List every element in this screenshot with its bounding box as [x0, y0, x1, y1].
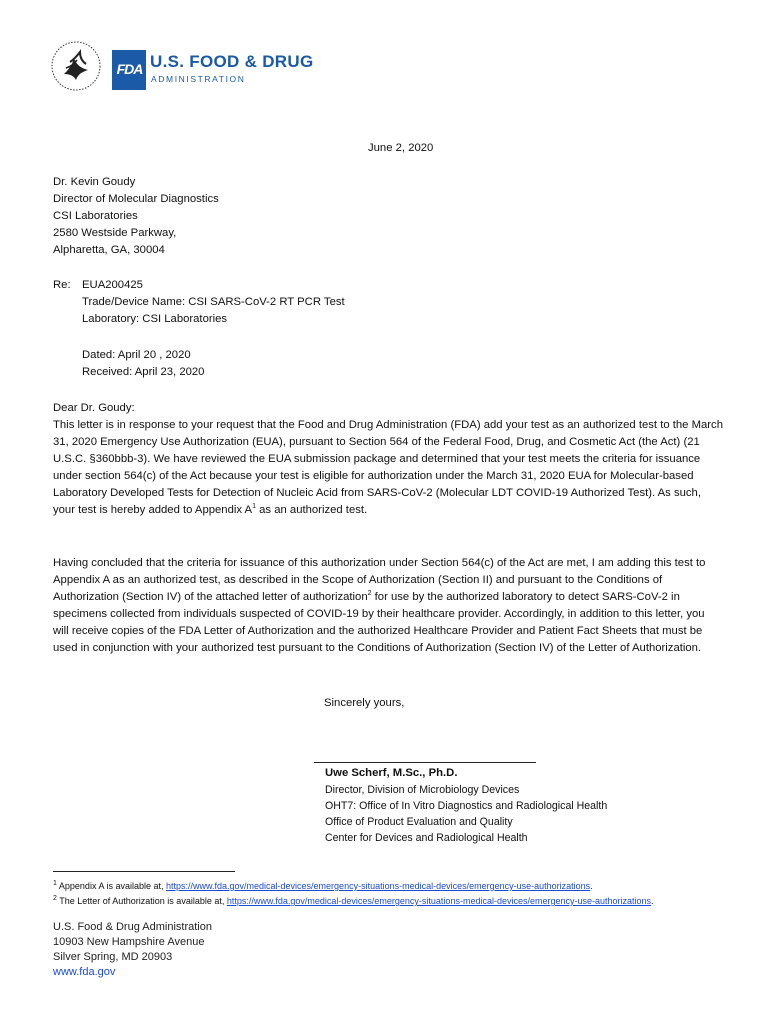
- footnote-2-number: 2: [53, 895, 57, 902]
- body-2-text-b: for use by the authorized laboratory to detect SARS-CoV-2 in specimens collected from individuals suspected of COVID-19 by their healthcare provider. Accordingly, in addition to this letter, you will receive copies of the FDA Letter of Authorization and the authorized Healthcare Provider and Patient Fact Sheets that must be used in conjunction with your authorized test pursuant to the Conditions of Authorization (Section IV) of the Letter of Authorization.: [53, 591, 705, 654]
- re-lines: [82, 277, 345, 328]
- agency-name: U.S. FOOD & DRUG: [150, 52, 314, 71]
- footnote-1-number: 1: [53, 880, 57, 887]
- recipient-title: Director of Molecular Diagnostics: [53, 193, 219, 205]
- re-dated: Dated: April 20 , 2020: [82, 349, 191, 361]
- hhs-seal-icon: [50, 40, 102, 92]
- agency-address: [53, 920, 212, 980]
- footnote-divider: [53, 871, 235, 872]
- signature-line: [314, 762, 536, 763]
- re-device-name: Trade/Device Name: CSI SARS-CoV-2 RT PCR Test: [82, 296, 345, 308]
- signatory-line-1: Director, Division of Microbiology Devices: [325, 784, 520, 796]
- recipient-street: 2580 Westside Parkway,: [53, 227, 177, 239]
- salutation: Dear Dr. Goudy:: [53, 402, 135, 414]
- dated-block: [82, 347, 204, 381]
- signatory-line-4: Center for Devices and Radiological Health: [325, 832, 528, 844]
- footnote-ref-2: 2: [367, 590, 372, 598]
- footnote-2: [53, 895, 713, 908]
- re-received: Received: April 23, 2020: [82, 366, 205, 378]
- recipient-name: Dr. Kevin Goudy: [53, 176, 136, 188]
- signatory-line-3: Office of Product Evaluation and Quality: [325, 816, 513, 828]
- body-paragraph-1: [53, 417, 723, 519]
- signatory-line-2: OHT7: Office of In Vitro Diagnostics and Radiological Health: [325, 800, 608, 812]
- signatory-block: [325, 765, 607, 846]
- letter-date: June 2, 2020: [368, 142, 434, 154]
- re-label: Re:: [53, 279, 71, 291]
- body-paragraph-2: [53, 555, 723, 657]
- body-1-text: This letter is in response to your request that the Food and Drug Administration (FDA) add your test as an authorized test to the March 31, 2020 Emergency Use Authorization (EUA), pursuant to Section 564 of the Federal Food, Drug, and Cosmetic Act (the Act) (21 U.S.C. §360bbb-3). We have reviewed the EUA submission package and determined that your test meets the criteria for issuance under section 564(c) of the Act because your test is eligible for authorization under the March 31, 2020 EUA for Molecular-based Laboratory Developed Tests for Detection of Nucleic Acid from SARS-CoV-2 (Molecular LDT COVID-19 Authorized Test). As such, your test is hereby added to Appendix A: [53, 419, 723, 516]
- address-line-1: U.S. Food & Drug Administration: [53, 921, 212, 933]
- footnote-1-link[interactable]: https://www.fda.gov/medical-devices/emergency-situations-medical-devices/emergency-use-authorizations: [165, 881, 591, 891]
- signatory-name: Uwe Scherf, M.Sc., Ph.D.: [325, 767, 458, 779]
- body-2-text-a: Having concluded that the criteria for issuance of this authorization under Section 564(c) of the Act are met, I am adding this test to Appendix A as an authorized test, as described in the Scope of Authorization (Section II) and pursuant to the Conditions of Authorization (Section IV) of the attached letter of authorization: [53, 557, 706, 603]
- footnote-1-text: Appendix A is available at,: [56, 881, 166, 891]
- footnote-1-end: .: [590, 881, 593, 891]
- re-eua-number: EUA200425: [82, 279, 143, 291]
- recipient-org: CSI Laboratories: [53, 210, 138, 222]
- fda-logo-box: [112, 50, 146, 90]
- body-1-end: as an authorized test.: [256, 504, 368, 516]
- footnote-2-link[interactable]: https://www.fda.gov/medical-devices/emergency-situations-medical-devices/emergency-use-authorizations: [226, 896, 652, 906]
- re-laboratory: Laboratory: CSI Laboratories: [82, 313, 228, 325]
- address-line-2: 10903 New Hampshire Avenue: [53, 936, 205, 948]
- footnote-2-text: The Letter of Authorization is available at,: [56, 896, 227, 906]
- agency-subtitle: ADMINISTRATION: [151, 74, 246, 84]
- recipient-city: Alpharetta, GA, 30004: [53, 244, 165, 256]
- address-website-link[interactable]: www.fda.gov: [53, 966, 116, 978]
- recipient-address: [53, 174, 219, 259]
- letterhead: [50, 40, 314, 100]
- closing: Sincerely yours,: [324, 697, 405, 709]
- footnote-ref-1: 1: [252, 503, 256, 511]
- fda-logo-text: FDA: [116, 61, 143, 77]
- footnote-2-end: .: [651, 896, 654, 906]
- footnote-1: [53, 880, 713, 893]
- address-line-3: Silver Spring, MD 20903: [53, 951, 173, 963]
